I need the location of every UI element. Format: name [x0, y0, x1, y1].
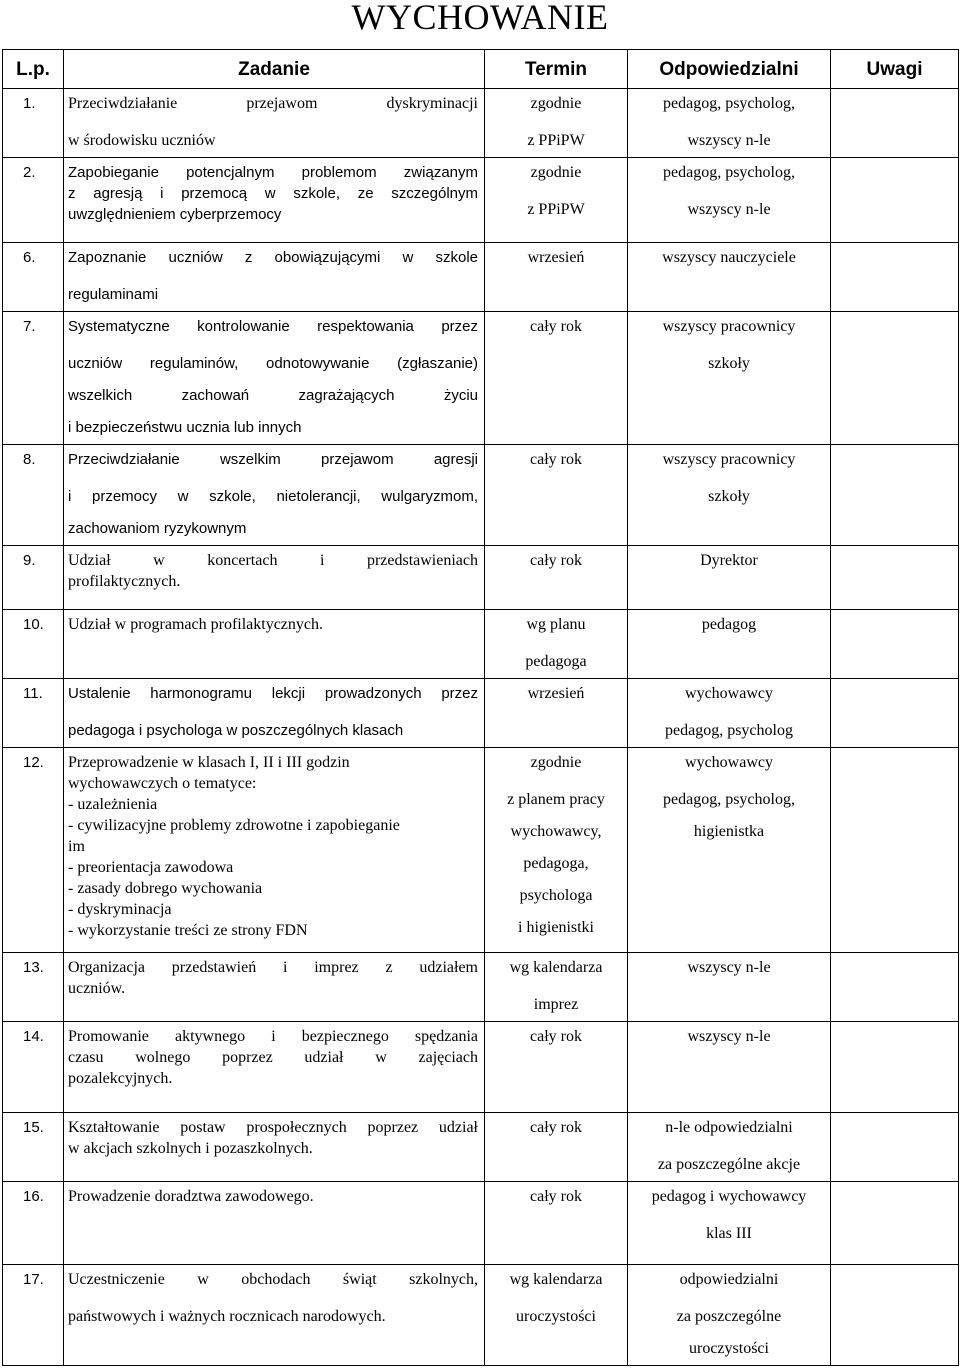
task-cell	[64, 158, 485, 243]
term-cell	[485, 953, 628, 1022]
task-cell	[64, 445, 485, 546]
responsible-text-line: pedagog, psycholog	[665, 722, 793, 739]
responsible-text-line: higienistka	[693, 823, 765, 840]
notes-cell	[831, 243, 959, 312]
row-number: 8.	[3, 445, 64, 546]
task-text-line: wychowawczych o tematyce:	[68, 775, 257, 792]
task-text-line: Przeciwdziałanie wszelkim przejawom agresji	[68, 451, 478, 468]
table-row	[3, 158, 959, 243]
table-row	[3, 445, 959, 546]
task-cell	[64, 1182, 485, 1265]
term-cell	[485, 1022, 628, 1113]
notes-cell	[831, 312, 959, 445]
responsible-text-line: za poszczególne	[676, 1308, 782, 1325]
task-text-line: Udział w programach profilaktycznych.	[68, 616, 324, 633]
term-text-line: z PPiPW	[527, 132, 585, 149]
task-text-line: Przeciwdziałanie przejawom dyskryminacji	[68, 95, 478, 112]
task-cell	[64, 748, 485, 953]
responsible-cell	[628, 610, 831, 679]
task-cell	[64, 89, 485, 158]
responsible-text-line: Dyrektor	[700, 552, 758, 569]
term-text-line: zgodnie	[530, 754, 582, 771]
table-row	[3, 312, 959, 445]
responsible-text-line: za poszczególne akcje	[657, 1156, 801, 1173]
task-text-line: pedagoga i psychologa w poszczególnych klasach	[68, 722, 404, 739]
task-text-line: w akcjach szkolnych i pozaszkolnych.	[68, 1140, 313, 1157]
row-number: 15.	[3, 1113, 64, 1182]
notes-cell	[831, 1022, 959, 1113]
term-text-line: i higienistki	[518, 919, 594, 936]
task-cell	[64, 546, 485, 610]
term-cell	[485, 89, 628, 158]
responsible-text-line: wszyscy n-le	[687, 132, 771, 149]
table-row	[3, 1265, 959, 1366]
table-row	[3, 546, 959, 610]
term-text-line: pedagoga,	[523, 855, 589, 872]
notes-cell	[831, 546, 959, 610]
table-row	[3, 1182, 959, 1265]
term-cell	[485, 1182, 628, 1265]
table-row	[3, 679, 959, 748]
row-number: 13.	[3, 953, 64, 1022]
responsible-cell	[628, 1182, 831, 1265]
responsible-text-line: odpowiedzialni	[679, 1271, 779, 1288]
row-number: 14.	[3, 1022, 64, 1113]
table-body	[3, 89, 959, 1366]
task-text-line: Uczestniczenie w obchodach świąt szkolnych,	[68, 1271, 478, 1288]
page-title: WYCHOWANIE	[351, 0, 609, 37]
task-cell	[64, 953, 485, 1022]
task-text-line: pozalekcyjnych.	[68, 1070, 173, 1087]
tasks-table	[2, 49, 959, 1366]
term-text-line: zgodnie	[530, 164, 582, 181]
task-text-line: - uzależnienia	[68, 796, 158, 813]
responsible-text-line: szkoły	[708, 355, 750, 372]
responsible-text-line: pedagog i wychowawcy	[651, 1188, 807, 1205]
responsible-text-line: uroczystości	[689, 1340, 769, 1357]
term-text-line: cały rok	[530, 1119, 582, 1136]
responsible-text-line: wszyscy nauczyciele	[662, 249, 796, 266]
task-text-line: - dyskryminacja	[68, 901, 172, 918]
header-task: Zadanie	[64, 50, 485, 89]
task-text-line: Zapoznanie uczniów z obowiązującymi w szkole	[68, 249, 478, 266]
notes-cell	[831, 748, 959, 953]
responsible-text-line: wszyscy n-le	[687, 201, 771, 218]
notes-cell	[831, 1182, 959, 1265]
responsible-text-line: klas III	[706, 1225, 752, 1242]
notes-cell	[831, 158, 959, 243]
responsible-text-line: pedagog, psycholog,	[663, 164, 795, 181]
task-text-line: uczniów.	[68, 980, 126, 997]
responsible-cell	[628, 546, 831, 610]
term-text-line: uroczystości	[516, 1308, 596, 1325]
task-cell	[64, 610, 485, 679]
term-cell	[485, 158, 628, 243]
term-cell	[485, 445, 628, 546]
task-cell	[64, 1113, 485, 1182]
row-number: 11.	[3, 679, 64, 748]
term-text-line: wg kalendarza	[509, 959, 603, 976]
task-cell	[64, 312, 485, 445]
task-text-line: Kształtowanie postaw prospołecznych poprzez udział	[68, 1119, 478, 1136]
task-text-line: profilaktycznych.	[68, 573, 181, 590]
term-text-line: imprez	[533, 996, 579, 1013]
responsible-text-line: n-le odpowiedzialni	[665, 1119, 793, 1136]
term-text-line: cały rok	[530, 318, 582, 335]
task-text-line: z agresją i przemocą w szkole, ze szczególnym	[68, 185, 478, 202]
table-row	[3, 953, 959, 1022]
task-text-line: zachowaniom ryzykownym	[68, 520, 247, 537]
term-text-line: cały rok	[530, 1188, 582, 1205]
task-cell	[64, 1022, 485, 1113]
header-notes: Uwagi	[831, 50, 959, 89]
task-text-line: Zapobieganie potencjalnym problemom związanym	[68, 164, 478, 181]
responsible-text-line: wszyscy pracownicy	[662, 318, 796, 335]
responsible-cell	[628, 1265, 831, 1366]
task-cell	[64, 679, 485, 748]
responsible-text-line: pedagog	[701, 616, 757, 633]
header-responsible: Odpowiedzialni	[628, 50, 831, 89]
task-cell	[64, 243, 485, 312]
responsible-cell	[628, 312, 831, 445]
term-cell	[485, 243, 628, 312]
task-text-line: i bezpieczeństwu ucznia lub innych	[68, 419, 302, 436]
term-text-line: cały rok	[530, 451, 582, 468]
task-text-line: Udział w koncertach i przedstawieniach	[68, 552, 478, 569]
responsible-text-line: wszyscy pracownicy	[662, 451, 796, 468]
table-row	[3, 1113, 959, 1182]
responsible-cell	[628, 1022, 831, 1113]
responsible-cell	[628, 748, 831, 953]
row-number: 10.	[3, 610, 64, 679]
notes-cell	[831, 610, 959, 679]
task-text-line: wszelkich zachowań zagrażających życiu	[68, 387, 478, 404]
notes-cell	[831, 89, 959, 158]
term-cell	[485, 546, 628, 610]
table-row	[3, 610, 959, 679]
task-text-line: w środowisku uczniów	[68, 132, 216, 149]
responsible-cell	[628, 243, 831, 312]
term-cell	[485, 610, 628, 679]
task-text-line: Promowanie aktywnego i bezpiecznego spędzania	[68, 1028, 478, 1045]
task-text-line: czasu wolnego poprzez udział w zajęciach	[68, 1049, 478, 1066]
term-text-line: wg kalendarza	[509, 1271, 603, 1288]
table-row	[3, 243, 959, 312]
term-text-line: z planem pracy	[507, 791, 605, 808]
task-text-line: Prowadzenie doradztwa zawodowego.	[68, 1188, 314, 1205]
table-row	[3, 748, 959, 953]
responsible-cell	[628, 158, 831, 243]
row-number: 9.	[3, 546, 64, 610]
responsible-text-line: wszyscy n-le	[687, 959, 771, 976]
task-text-line: Przeprowadzenie w klasach I, II i III godzin	[68, 754, 350, 771]
task-text-line: i przemocy w szkole, nietolerancji, wulgaryzmom,	[68, 488, 478, 505]
task-text-line: - zasady dobrego wychowania	[68, 880, 263, 897]
task-text-line: Organizacja przedstawień i imprez z udziałem	[68, 959, 478, 976]
term-text-line: wrzesień	[527, 685, 585, 702]
term-cell	[485, 1265, 628, 1366]
header-lp: L.p.	[3, 50, 64, 89]
row-number: 17.	[3, 1265, 64, 1366]
table-row	[3, 89, 959, 158]
responsible-text-line: szkoły	[708, 488, 750, 505]
row-number: 16.	[3, 1182, 64, 1265]
row-number: 2.	[3, 158, 64, 243]
term-cell	[485, 1113, 628, 1182]
responsible-cell	[628, 445, 831, 546]
term-text-line: psychologa	[519, 887, 593, 904]
task-text-line: uczniów regulaminów, odnotowywanie (zgłaszanie)	[68, 355, 478, 372]
term-text-line: cały rok	[530, 552, 582, 569]
responsible-cell	[628, 953, 831, 1022]
responsible-text-line: wszyscy n-le	[687, 1028, 771, 1045]
notes-cell	[831, 1113, 959, 1182]
task-text-line: im	[68, 838, 85, 855]
task-text-line: państwowych i ważnych rocznicach narodowych.	[68, 1308, 386, 1325]
row-number: 1.	[3, 89, 64, 158]
notes-cell	[831, 1265, 959, 1366]
responsible-cell	[628, 89, 831, 158]
row-number: 12.	[3, 748, 64, 953]
task-text-line: Systematyczne kontrolowanie respektowania przez	[68, 318, 478, 335]
task-text-line: - preorientacja zawodowa	[68, 859, 234, 876]
responsible-text-line: wychowawcy	[685, 685, 773, 702]
task-text-line: Ustalenie harmonogramu lekcji prowadzonych przez	[68, 685, 478, 702]
header-term: Termin	[485, 50, 628, 89]
table-header-row	[3, 50, 959, 89]
term-text-line: wychowawcy,	[510, 823, 602, 840]
term-text-line: wg planu	[526, 616, 586, 633]
responsible-text-line: wychowawcy	[685, 754, 773, 771]
task-text-line: - cywilizacyjne problemy zdrowotne i zapobieganie	[68, 817, 400, 834]
task-text-line: - wykorzystanie treści ze strony FDN	[68, 922, 308, 939]
term-text-line: pedagoga	[525, 653, 587, 670]
row-number: 6.	[3, 243, 64, 312]
responsible-cell	[628, 1113, 831, 1182]
responsible-text-line: pedagog, psycholog,	[663, 95, 795, 112]
notes-cell	[831, 679, 959, 748]
term-text-line: wrzesień	[527, 249, 585, 266]
term-text-line: z PPiPW	[527, 201, 585, 218]
responsible-text-line: pedagog, psycholog,	[663, 791, 795, 808]
term-cell	[485, 679, 628, 748]
term-cell	[485, 312, 628, 445]
notes-cell	[831, 953, 959, 1022]
row-number: 7.	[3, 312, 64, 445]
table-row	[3, 1022, 959, 1113]
term-cell	[485, 748, 628, 953]
notes-cell	[831, 445, 959, 546]
task-cell	[64, 1265, 485, 1366]
term-text-line: zgodnie	[530, 95, 582, 112]
task-text-line: uwzględnieniem cyberprzemocy	[68, 206, 282, 223]
responsible-cell	[628, 679, 831, 748]
term-text-line: cały rok	[530, 1028, 582, 1045]
task-text-line: regulaminami	[68, 286, 159, 303]
